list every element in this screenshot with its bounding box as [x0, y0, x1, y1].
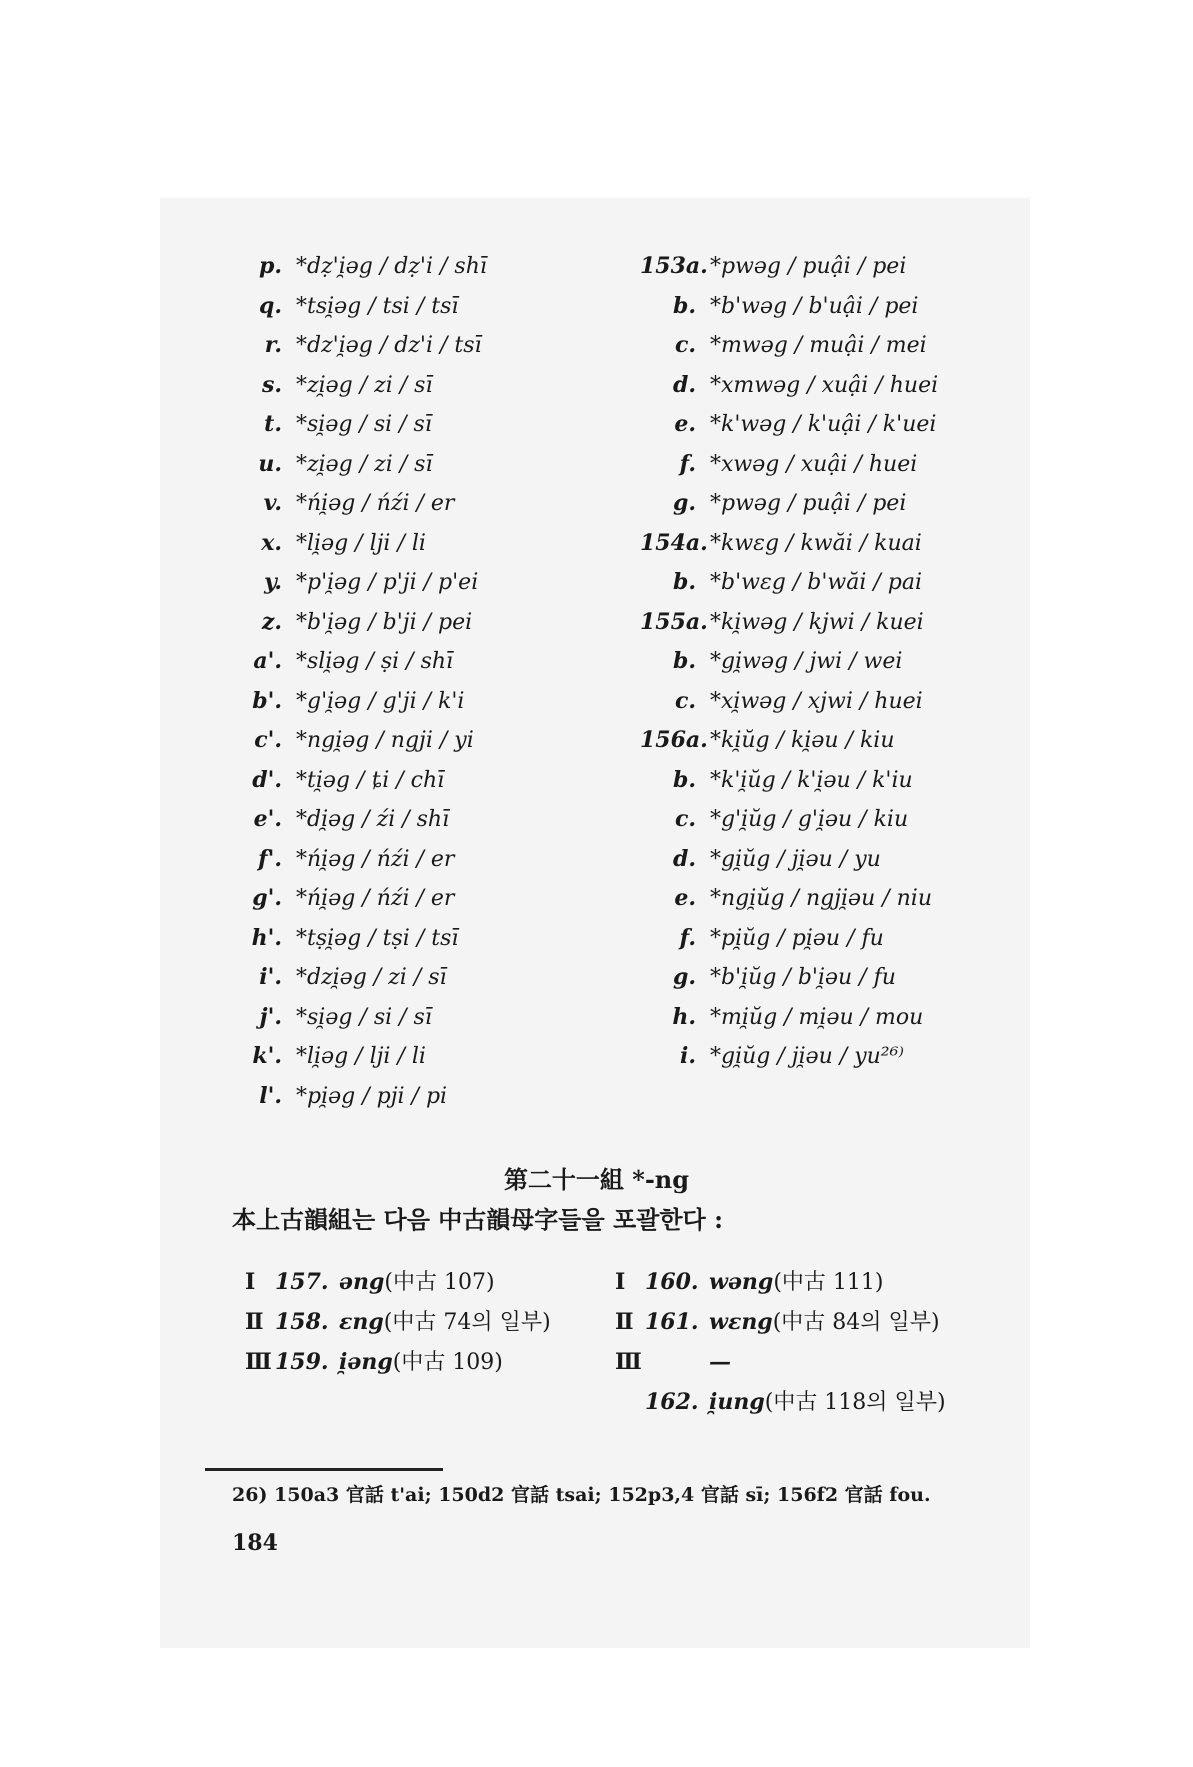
entry-row	[640, 366, 938, 406]
entry-reconstruction: *dẓ'i̯əg / dẓ'i / shī	[296, 254, 487, 279]
entry-label: k'.	[252, 1043, 282, 1069]
entry-label: 155a.	[640, 608, 708, 635]
entry-row	[248, 721, 487, 761]
entry-reconstruction: *tṣi̯əg / tṣi / tsī	[296, 925, 459, 951]
entry-row	[640, 879, 938, 919]
entry-row	[640, 919, 938, 959]
grade-numeral: Ⅰ	[615, 1269, 626, 1295]
entry-reconstruction: *ti̯əg / ȶi / chī	[296, 767, 445, 793]
rime-note: (中古 109)	[392, 1350, 503, 1375]
entry-label: q.	[258, 292, 282, 319]
entry-reconstruction: *ngi̯əg / ngji / yi	[296, 728, 474, 753]
rime-row	[615, 1342, 946, 1382]
entry-row	[248, 682, 487, 722]
entry-reconstruction: *dz'i̯əg / dz'i / tsī	[296, 333, 482, 358]
rime-table-right	[615, 1262, 946, 1422]
entry-row	[248, 445, 487, 485]
entry-reconstruction: *k'i̯ŭg / k'i̯əu / k'iu	[710, 767, 913, 793]
entry-row	[248, 840, 487, 880]
entry-label: b.	[672, 569, 696, 595]
entry-row	[640, 247, 938, 287]
rime-row	[615, 1302, 946, 1342]
rime-final: i̯əng	[339, 1349, 393, 1375]
entry-row	[248, 603, 487, 643]
entry-row	[248, 1077, 487, 1117]
page-number: 184	[232, 1530, 278, 1556]
entry-label: d.	[672, 371, 696, 398]
entry-label: j'.	[259, 1003, 282, 1030]
rime-note: (中古 74의 일부)	[383, 1310, 551, 1335]
entry-row	[248, 761, 487, 801]
entry-label: r.	[264, 332, 282, 358]
entry-label: i.	[679, 1043, 696, 1069]
entry-label: b'.	[252, 687, 282, 714]
entry-label: g'.	[252, 885, 282, 911]
entry-row	[248, 642, 487, 682]
grade-numeral: Ⅰ	[245, 1269, 256, 1295]
rime-number: 162.	[645, 1389, 699, 1415]
entry-row	[640, 603, 938, 643]
rime-note: (中古 84의 일부)	[772, 1310, 940, 1335]
entry-reconstruction: *xwəg / xuậi / huei	[710, 451, 918, 477]
entry-row	[640, 642, 938, 682]
section-intro: 本上古韻組는 다음 中古韻母字들을 포괄한다 :	[232, 1205, 723, 1234]
grade-numeral: Ⅱ	[615, 1309, 634, 1335]
entry-label: c'.	[254, 727, 282, 753]
entry-label: t.	[264, 411, 282, 437]
entry-reconstruction: *b'wɛg / b'wăi / pai	[710, 570, 922, 595]
entry-reconstruction: *ńi̯əg / ńźi / er	[296, 886, 455, 911]
entry-row	[640, 958, 938, 998]
entry-row	[640, 405, 938, 445]
entry-reconstruction: *p'i̯əg / p'ji / p'ei	[296, 570, 479, 595]
entry-reconstruction: *xi̯wəg / xjwi / huei	[710, 688, 923, 714]
entry-reconstruction: *b'wəg / b'uậi / pei	[710, 293, 919, 319]
entry-reconstruction: *ki̯wəg / kjwi / kuei	[710, 609, 924, 635]
entry-reconstruction: *li̯əg / lji / li	[296, 530, 426, 556]
entry-row	[248, 247, 487, 287]
entry-reconstruction: *xmwəg / xuậi / huei	[710, 372, 939, 398]
entry-row	[248, 958, 487, 998]
entry-row	[248, 524, 487, 564]
entry-label: 153a.	[640, 253, 708, 279]
entry-label: b.	[672, 292, 696, 319]
entry-label: h.	[672, 1003, 696, 1030]
entry-row	[640, 840, 938, 880]
rime-final: wɛng	[709, 1309, 773, 1335]
entry-reconstruction: *ki̯ŭg / ki̯əu / kiu	[710, 728, 895, 753]
entry-label: y.	[264, 569, 282, 595]
entry-reconstruction: *pwəg / puậi / pei	[710, 491, 907, 516]
entry-row	[640, 1037, 938, 1077]
right-entry-column	[640, 247, 938, 1077]
entry-row	[640, 287, 938, 327]
entry-reconstruction: *mi̯ŭg / mi̯əu / mou	[710, 1004, 924, 1030]
entry-row	[640, 721, 938, 761]
entry-row	[248, 800, 487, 840]
rime-number: 160.	[645, 1269, 699, 1295]
entry-reconstruction: *sli̯əg / ṣi / shī	[296, 649, 454, 674]
entry-reconstruction: *g'i̯ŭg / g'i̯əu / kiu	[710, 807, 909, 832]
entry-label: v.	[263, 490, 282, 516]
entry-row	[640, 445, 938, 485]
entry-row	[248, 326, 487, 366]
entry-row	[248, 1037, 487, 1077]
entry-label: l'.	[259, 1082, 282, 1109]
entry-reconstruction: *pi̯ŭg / pi̯əu / fu	[710, 925, 884, 951]
rime-note: (中古 111)	[773, 1270, 884, 1295]
entry-reconstruction: *tsi̯əg / tsi / tsī	[296, 293, 459, 319]
entry-label: i'.	[259, 964, 282, 990]
entry-reconstruction: *pwəg / puậi / pei	[710, 254, 907, 279]
entry-reconstruction: *kwɛg / kwăi / kuai	[710, 530, 922, 556]
rime-note: (中古 107)	[384, 1270, 495, 1295]
entry-row	[640, 761, 938, 801]
rime-row	[245, 1262, 551, 1302]
rime-table-left	[245, 1262, 551, 1382]
left-entry-column	[248, 247, 487, 1116]
entry-label: g.	[672, 964, 696, 990]
rime-number: 157.	[275, 1269, 329, 1295]
entry-label: z.	[261, 608, 282, 635]
entry-label: d.	[672, 845, 696, 872]
entry-label: e.	[674, 885, 696, 911]
grade-numeral: Ⅱ	[245, 1309, 264, 1335]
entry-row	[640, 998, 938, 1038]
entry-reconstruction: *si̯əg / si / sī	[296, 412, 432, 437]
entry-reconstruction: *gi̯wəg / jwi / wei	[710, 649, 903, 674]
entry-label: u.	[258, 450, 282, 477]
entry-label: f.	[679, 450, 696, 477]
entry-reconstruction: *si̯əg / si / sī	[296, 1004, 432, 1030]
entry-label: b.	[672, 648, 696, 674]
rime-number: 159.	[275, 1349, 329, 1375]
entry-reconstruction: *dzi̯əg / zi / sī	[296, 965, 447, 990]
entry-label: e'.	[253, 806, 282, 832]
entry-reconstruction: *g'i̯əg / g'ji / k'i	[296, 688, 465, 714]
entry-row	[248, 366, 487, 406]
entry-reconstruction: *k'wəg / k'uậi / k'uei	[710, 412, 937, 437]
entry-label: 154a.	[640, 529, 708, 556]
entry-label: c.	[674, 687, 696, 714]
entry-reconstruction: *b'i̯ŭg / b'i̯əu / fu	[710, 965, 896, 990]
entry-reconstruction: *mwəg / muậi / mei	[710, 333, 927, 358]
grade-numeral: Ⅲ	[245, 1349, 272, 1375]
entry-row	[248, 563, 487, 603]
entry-row	[640, 563, 938, 603]
entry-reconstruction: *pi̯əg / pji / pi	[296, 1083, 448, 1109]
rime-final: ɛng	[339, 1309, 384, 1335]
entry-label: c.	[674, 806, 696, 832]
rime-note: (中古 118의 일부)	[764, 1390, 946, 1415]
rime-row	[615, 1262, 946, 1302]
entry-row	[248, 919, 487, 959]
rime-row	[245, 1302, 551, 1342]
entry-label: e.	[674, 411, 696, 437]
entry-row	[640, 484, 938, 524]
entry-row	[248, 998, 487, 1038]
entry-row	[248, 879, 487, 919]
rime-final: i̯ung	[709, 1389, 765, 1415]
rime-final: —	[709, 1349, 731, 1375]
rime-row	[245, 1342, 551, 1382]
footnote: 26) 150a3 官話 t'ai; 150d2 官話 tsai; 152p3,4 官話 sī; 156f2 官話 fou.	[232, 1484, 931, 1506]
entry-label: b.	[672, 766, 696, 793]
grade-numeral: Ⅲ	[615, 1349, 642, 1375]
entry-row	[248, 484, 487, 524]
entry-label: 156a.	[640, 727, 708, 753]
entry-label: d'.	[252, 766, 282, 793]
footnote-rule	[205, 1468, 443, 1471]
rime-final: wəng	[709, 1269, 774, 1295]
entry-label: f.	[679, 924, 696, 951]
entry-row	[248, 287, 487, 327]
entry-reconstruction: *ńi̯əg / ńźi / er	[296, 491, 455, 516]
entry-reconstruction: *ngi̯ŭg / ngji̯əu / niu	[710, 886, 933, 911]
entry-label: f'.	[258, 845, 282, 872]
entry-label: c.	[674, 332, 696, 358]
rime-final: əng	[339, 1269, 385, 1295]
entry-reconstruction: *li̯əg / lji / li	[296, 1044, 426, 1069]
rime-row	[615, 1382, 946, 1422]
rime-number: 161.	[645, 1309, 699, 1335]
entry-label: s.	[261, 371, 282, 398]
entry-row	[640, 800, 938, 840]
entry-reconstruction: *zi̯əg / zi / sī	[296, 372, 433, 398]
entry-reconstruction: *gi̯ŭg / ji̯əu / yu²⁶⁾	[710, 1044, 904, 1069]
entry-reconstruction: *zi̯əg / zi / sī	[296, 451, 433, 477]
entry-label: p.	[258, 253, 282, 279]
entry-reconstruction: *gi̯ŭg / ji̯əu / yu	[710, 846, 881, 872]
entry-reconstruction: *b'i̯əg / b'ji / pei	[296, 609, 473, 635]
entry-reconstruction: *di̯əg / źi / shī	[296, 807, 450, 832]
entry-row	[640, 326, 938, 366]
entry-reconstruction: *ńi̯əg / ńźi / er	[296, 846, 455, 872]
section-heading: 第二十一組 *-ng	[503, 1165, 690, 1194]
entry-label: a'.	[253, 648, 282, 674]
entry-row	[248, 405, 487, 445]
rime-number: 158.	[275, 1309, 329, 1335]
entry-label: g.	[672, 490, 696, 516]
entry-label: h'.	[251, 924, 282, 951]
entry-row	[640, 682, 938, 722]
entry-label: x.	[261, 529, 282, 556]
entry-row	[640, 524, 938, 564]
